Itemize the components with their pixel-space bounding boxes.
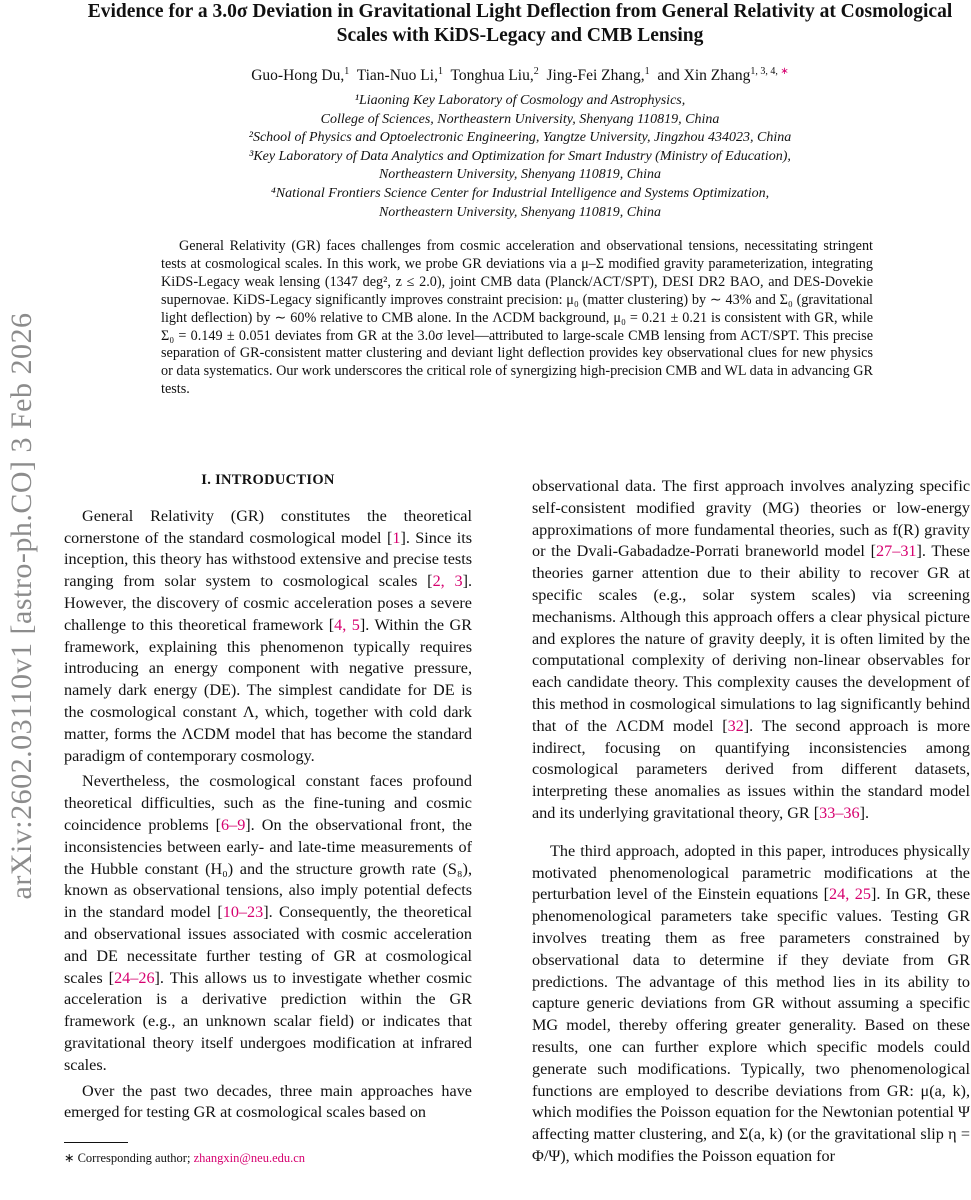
citation-link[interactable]: 32 (727, 716, 744, 735)
paragraph (532, 841, 970, 1168)
text-run: ]. On the observational front, the inconsistencies between early- and late-time measurements of the Hubble constant (H₀) and the structure growth rate (S₈), known as observational tensions, also imply potential defects in the standard model [ (64, 815, 472, 922)
text-run: ]. Consequently, the theoretical and observational issues associated with cosmic acceleration and DE necessitate further testing of GR at cosmological scales [ (64, 903, 472, 987)
citation-link[interactable]: 27–31 (876, 542, 917, 561)
text-run: observational data. The first approach involves analyzing specific self-consistent modified gravity (MG) theories or low-energy approximations of more fundamental theories, such as f(R) gravity or the Dvali-Gabadadze-Porrati braneworld model [ (532, 477, 970, 561)
citation-link[interactable]: 33–36 (819, 803, 860, 822)
text-run: ]. In GR, these phenomenological parameters take specific values. Testing GR involves treating them as free parameters constrained by observational data to determine if they deviate from GR predictions. The advantage of this method lies in its ability to capture generic deviations from GR without assuming a specific MG model, thereby offering greater generality. Based on these results, one can further explore which specific models could generate such modifications. Typically, two phenomenological functions are employed to describe deviations from GR: μ(a, k), which modifies the Poisson equation for the Newtonian potential Ψ affecting matter clustering, and Σ(a, k) (or the gravitational slip η = Φ/Ψ), which modifies the Poisson equation for (532, 885, 971, 1165)
text-run: ]. The second approach is more indirect, focusing on quantifying inconsistencies among cosmological parameters derived from different datasets, interpreting these anomalies as issues within the standard model and its underlying gravitational theory, GR [ (532, 716, 970, 822)
text-run: General Relativity (GR) constitutes the theoretical cornerstone of the standard cosmological model [ (64, 506, 472, 547)
affiliation-line: College of Sciences, Northeastern University, Shenyang 110819, China (320, 111, 720, 127)
affiliation-line: ⁴National Frontiers Science Center for Industrial Intelligence and Systems Optimization, (270, 185, 770, 201)
citation-link[interactable]: 24, 25 (829, 885, 871, 904)
text-run: Over the past two decades, three main approaches have emerged for testing GR at cosmological scales based on (64, 1081, 472, 1122)
affiliations (80, 92, 960, 222)
text-run: ]. These theories garner attention due to their ability to recover GR at specific scales (e.g., solar system scales) via screening mechanisms. Although this approach offers a clear physical picture and explores the nature of gravity deeply, it is often limited by the computational complexity of deriving non-linear observables for each candidate theory. This complexity causes the development of this method in cosmological simulations to lag significantly behind that of the ΛCDM model [ (532, 542, 970, 735)
text-run: Nevertheless, the cosmological constant faces profound theoretical difficulties, such as the fine-tuning and cosmic coincidence problems [ (64, 772, 472, 834)
text-run: ]. Since its inception, this theory has withstood extensive and precise tests ranging from solar system to cosmological scales [ (64, 528, 472, 591)
text-run: ]. This allows us to investigate whether cosmic acceleration is a derivative prediction within the GR framework (e.g., an unknown scalar field) or indicates that gravitational theory itself undergoes modification at infrared scales. (64, 968, 472, 1074)
citation-link[interactable]: 2, 3 (432, 572, 463, 591)
paragraph (532, 476, 970, 825)
paragraph (64, 1081, 472, 1125)
text-run: ]. (859, 803, 870, 822)
corresponding-author-link[interactable]: ∗ (780, 66, 789, 77)
text-run: ]. However, the discovery of cosmic acceleration poses a severe challenge to this theoretical framework [ (64, 572, 473, 634)
abstract: General Relativity (GR) faces challenges from cosmic acceleration and observational tensions, necessitating stringent tests at cosmological scales. In this work, we probe GR deviations via a μ–Σ modified gravity parameterization, integrating KiDS-Legacy weak lensing (1347 deg², z ≤ 2.0), joint CMB data (Planck/ACT/SPT), DESI DR2 BAO, and DES-Dovekie supernovae. KiDS-Legacy significantly improves constraint precision: μ₀ (matter clustering) by ∼ 43% and Σ₀ (gravitational light deflection) by ∼ 60% relative to CMB alone. In the ΛCDM background, μ₀ = 0.21 ± 0.21 is consistent with GR, while Σ₀ = 0.149 ± 0.051 deviates from GR at the 3.0σ level—attributed to large-scale CMB lensing from ACT/SPT. This precise separation of GR-consistent matter clustering and deviant light deflection provides key observational clues for new physics or data systematics. Our work underscores the critical role of synergizing high-precision CMB and WL data in advancing GR tests. (161, 238, 873, 398)
author-list (80, 66, 960, 85)
citation-link[interactable]: 10–23 (222, 903, 264, 922)
paragraph (64, 771, 472, 1076)
arxiv-stamp (0, 0, 48, 1200)
text-run: The third approach, adopted in this paper, introduces physically motivated phenomenological parametric modifications at the perturbation level of the Einstein equations [ (532, 841, 970, 904)
email-link[interactable]: zhangxin@neu.edu.cn (193, 1151, 306, 1165)
author: Tian-Nuo Li,$^1$ (356, 66, 443, 85)
affiliation-line: ²School of Physics and Optoelectronic Engineering, Yangtze University, Jingzhou 434023, China (248, 130, 792, 146)
author: and Xin Zhang$^{1, 3, 4, ∗}$ (657, 66, 789, 85)
section-heading: I. INTRODUCTION (201, 472, 335, 488)
paragraph (64, 506, 472, 768)
footnote (64, 1150, 305, 1166)
left-column (64, 470, 472, 1128)
footnote-divider (64, 1142, 128, 1143)
paper-title: Evidence for a 3.0σ Deviation in Gravitational Light Deflection from General Relativity at Cosmological Scales with KiDS-Legacy and CMB Lensing (87, 1, 953, 46)
footnote-label: ∗ Corresponding author; (64, 1151, 194, 1165)
citation-link[interactable]: 24–26 (114, 968, 155, 987)
arxiv-identifier: arXiv:2602.03110v1 [astro-ph.CO] 3 Feb 2026 (5, 312, 38, 900)
author: Tonghua Liu,$^2$ (450, 66, 539, 85)
author: Jing-Fei Zhang,$^1$ (546, 66, 650, 85)
citation-link[interactable]: 4, 5 (334, 615, 360, 634)
citation-link[interactable]: 6–9 (221, 815, 246, 834)
affiliation-line: ¹Liaoning Key Laboratory of Cosmology and Astrophysics, (354, 93, 686, 108)
affiliation-line: ³Key Laboratory of Data Analytics and Optimization for Smart Industry (Ministry of Education), (249, 148, 791, 164)
text-run: ]. Within the GR framework, explaining this phenomenon typically requires introducing an energy component with negative pressure, namely dark energy (DE). The simplest candidate for DE is the cosmological constant Λ, which, together with cold dark matter, forms the ΛCDM model that has become the standard paradigm of contemporary cosmology. (64, 615, 473, 765)
right-column (532, 476, 970, 1172)
citation-link[interactable]: 1 (392, 528, 401, 547)
affiliation-line: Northeastern University, Shenyang 110819, China (378, 167, 662, 183)
author: Guo-Hong Du,$^1$ (251, 66, 350, 85)
affiliation-line: Northeastern University, Shenyang 110819, China (378, 204, 662, 220)
